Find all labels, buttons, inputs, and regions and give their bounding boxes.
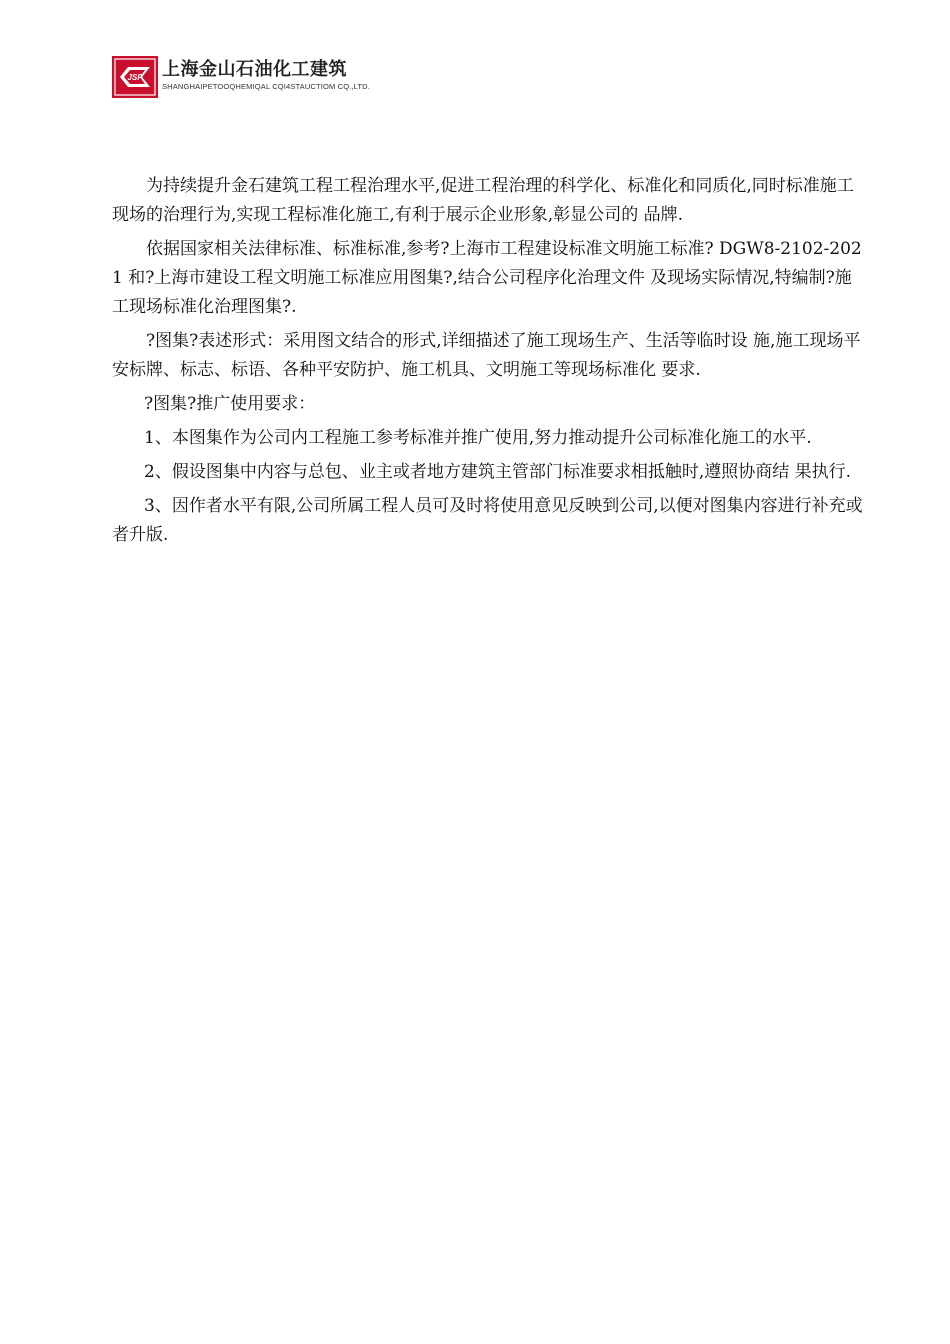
intro-paragraph: 为持续提升金石建筑工程工程治理水平,促进工程治理的科学化、标准化和同质化,同时标准施工现场的治理行为,实现工程标准化施工,有利于展示企业形象,彰显公司的 品牌. xyxy=(112,176,854,225)
company-name: 上海金山石油化工建筑 xyxy=(162,59,347,80)
format-paragraph: ?图集?表述形式：采用图文结合的形式,详细描述了施工现场生产、生活等临时设 施,施工现场平安标牌、标志、标语、各种平安防护、施工机具、文明施工等现场标准化 要求. xyxy=(112,331,861,380)
usage-item-2: 2、假设图集中内容与总包、业主或者地方建筑主管部门标准要求相抵触时,遵照协商结 果执行. xyxy=(144,462,852,482)
basis-paragraph: 依据国家相关法律标准、标准标准,参考?上海市工程建设标准文明施工标准? DGW8-2102-2021 和?上海市建设工程文明施工标准应用图集?,结合公司程序化治理文件 及现场实际情况,特编制?施工现场标准化治理图集?. xyxy=(112,239,862,317)
page-header xyxy=(112,56,412,98)
usage-heading: ?图集?推广使用要求： xyxy=(144,394,316,414)
company-logo xyxy=(112,56,158,98)
document-body xyxy=(112,172,864,555)
usage-item-3: 3、因作者水平有限,公司所属工程人员可及时将使用意见反映到公司,以便对图集内容进行补充或者升版. xyxy=(112,496,863,545)
company-name-english: SHANGHAIPETOOQHEMIQAL CQI4STAUCTIOM CQ.,LTD. xyxy=(162,82,370,91)
logo-text: JSP xyxy=(127,73,143,82)
usage-item-1: 1、本图集作为公司内工程施工参考标准并推广使用,努力推动提升公司标准化施工的水平. xyxy=(144,428,812,448)
